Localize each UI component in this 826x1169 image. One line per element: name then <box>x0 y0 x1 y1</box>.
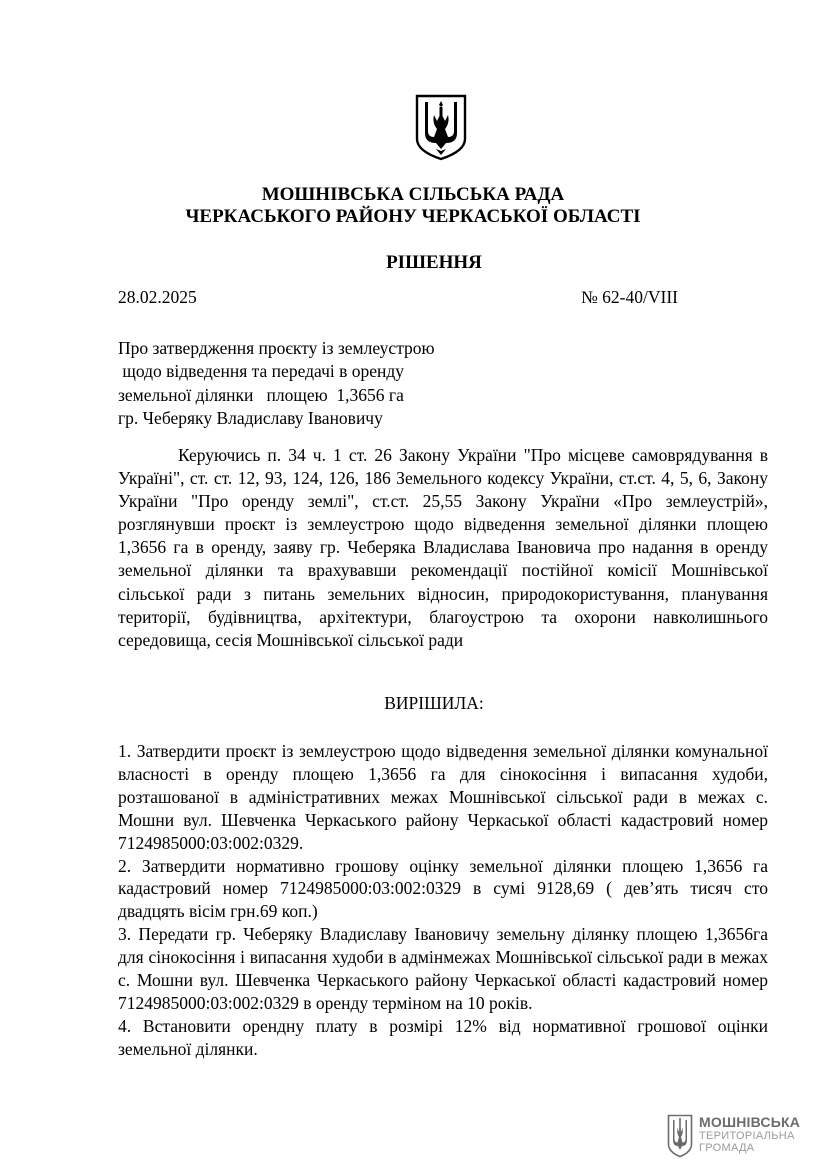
preamble-paragraph: Керуючись п. 34 ч. 1 ст. 26 Закону України "Про місцеве самоврядування в Україні", ст. ст. 12, 93, 124, 126, 186 Земельного кодексу України, ст.ст. 4, 5, 6, Закону України "Про оренду землі", ст.ст. 25,55 Закону України «Про землеустрій», розглянувши проєкт із землеустрою щодо відведення земельної ділянки площею 1,3656 га в оренду, заяву гр. Чеберяка Владислава Івановича про надання в оренду земельної ділянки та врахувавши рекомендації постійної комісії Мошнівської сільської ради з питань земельних відносин, природокористування, планування території, будівництва, архітектури, благоустрою та охорони навколишнього середовища, сесія Мошнівської сільської ради <box>118 445 768 650</box>
subject-line: щодо відведення та передачі в оренду <box>118 361 405 382</box>
decision-item: 3. Передати гр. Чеберяку Владиславу Івановичу земельну ділянку площею 1,3656га для сінокосіння і випасання худоби в адмінмежах Мошнівської сільської ради в межах с. Мошни вул. Шевченка Черкаського району Черкаської області кадастровий номер 7124985000:03:002:0329 в оренду терміном на 10 років. <box>118 924 768 1013</box>
community-logo <box>667 1114 807 1160</box>
logo-title: МОШНІВСЬКА <box>699 1114 801 1130</box>
logo-subtitle: ТЕРИТОРІАЛЬНА <box>699 1130 795 1142</box>
decision-heading: ВИРІШИЛА: <box>384 693 484 713</box>
subject-line: земельної ділянки площею 1,3656 га <box>118 384 404 405</box>
subject-line: гр. Чеберяку Владиславу Івановичу <box>118 408 383 429</box>
decision-items <box>118 740 768 1061</box>
decision-item: 2. Затвердити нормативно грошову оцінку земельної ділянки площею 1,3656 га кадастровий номер 7124985000:03:002:0329 в сумі 9128,69 ( дев’ять тисяч сто двадцять вісім грн.69 коп.) <box>118 855 768 922</box>
decision-item: 4. Встановити орендну плату в розмірі 12% від нормативної грошової оцінки земельної ділянки. <box>118 1015 768 1059</box>
decision-item: 1. Затвердити проєкт із землеустрою щодо відведення земельної ділянки комунальної власності в оренду площею 1,3656 га для сінокосіння і випасання худоби, розташованої в адміністративних межах Мошнівської сільської ради в межах с. Мошни вул. Шевченка Черкаського району Черкаської області кадастровий номер 7124985000:03:002:0329. <box>118 741 768 853</box>
tryzub-shield-icon <box>667 1114 693 1158</box>
document-subject <box>118 337 435 431</box>
organization-district: ЧЕРКАСЬКОГО РАЙОНУ ЧЕРКАСЬКОЇ ОБЛАСТІ <box>185 206 641 227</box>
logo-subtitle: ГРОМАДА <box>699 1142 755 1154</box>
organization-name: МОШНІВСЬКА СІЛЬСЬКА РАДА <box>261 184 565 205</box>
coat-of-arms-icon <box>414 93 468 161</box>
document-date: 28.02.2025 <box>118 287 197 307</box>
document-number: № 62-40/VIII <box>581 287 678 307</box>
subject-line: Про затвердження проєкту із землеустрою <box>118 338 435 358</box>
document-type-heading: РІШЕННЯ <box>386 252 482 273</box>
